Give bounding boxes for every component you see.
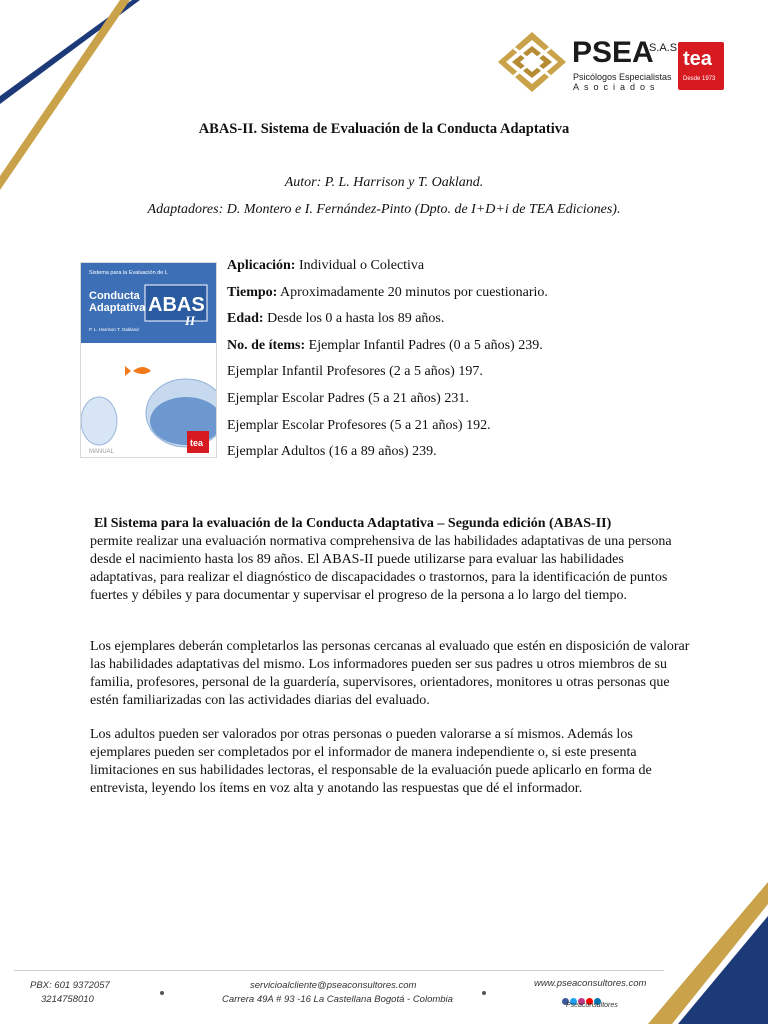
info-aplicacion-label: Aplicación:	[227, 258, 296, 273]
cover-small-title: Sistema para la Evaluación de L	[89, 270, 168, 276]
cover-tea-text: tea	[190, 438, 204, 448]
tea-logo-text: tea	[683, 48, 712, 70]
document-adaptors: Adaptadores: D. Montero e I. Fernández-Pinto (Dpto. de I+D+i de TEA Ediciones).	[147, 202, 621, 217]
cover-title-line2: Adaptativa	[89, 302, 146, 314]
cover-roman-text: II	[185, 313, 196, 328]
footer-separator-dot	[160, 991, 164, 995]
info-items-value: Ejemplar Infantil Padres (0 a 5 años) 239.	[305, 337, 543, 353]
brand-name: PSEA	[572, 36, 654, 69]
footer-website[interactable]: www.pseaconsultores.com	[534, 978, 647, 989]
footer-phone: 3214758010	[41, 994, 94, 1005]
paragraph-3: Los adultos pueden ser valorados por otras personas o pueden valorarse a sí mismos. Además los ejemplares pueden ser completados por el informador de manera independiente o, si este presenta limitaciones en sus habilidades lectoras, el responsable de la evaluación puede aplicarlo en forma de entrevista, leyendo los ítems en voz alta y anotando las respuestas que dé el informador.	[90, 727, 652, 796]
info-tiempo-value: Aproximadamente 20 minutos por cuestionario.	[277, 284, 548, 300]
info-tiempo	[227, 280, 548, 307]
paragraph-1-heading: El Sistema para la evaluación de la Conducta Adaptativa – Segunda edición (ABAS-II)	[94, 516, 612, 531]
document-title: ABAS-II. Sistema de Evaluación de la Conducta Adaptativa	[198, 121, 570, 137]
page-footer	[0, 970, 768, 1024]
info-item-5: Ejemplar Adultos (16 a 89 años) 239.	[227, 444, 437, 460]
footer-divider	[14, 970, 664, 971]
test-info-list	[227, 253, 548, 466]
book-cover-art	[81, 263, 216, 457]
footer-email[interactable]: servicioalcliente@pseaconsultores.com	[250, 980, 417, 991]
footer-social-handle: Pseaconsultores	[566, 1002, 618, 1009]
footer-separator-dot	[482, 991, 486, 995]
paragraph-2: Los ejemplares deberán completarlos las personas cercanas al evaluado que estén en disposición de valorar las habilidades adaptativas del mismo. Los informadores pueden ser sus padres u otros miembros de su familia, profesores, personal de la guardería, supervisores, orientadores, monitores u otras personas que estén familiarizadas con las actividades diarias del evaluado.	[90, 639, 690, 708]
info-edad-label: Edad:	[227, 311, 264, 327]
cover-title-line1: Conducta	[89, 290, 140, 302]
footer-address: Carrera 49A # 93 -16 La Castellana Bogotá - Colombia	[222, 994, 453, 1005]
company-logo	[494, 30, 730, 94]
info-aplicacion-value: Individual o Colectiva	[295, 258, 425, 273]
top-left-decoration	[0, 0, 140, 200]
info-items	[227, 333, 548, 360]
tea-logo	[678, 42, 724, 90]
document-author: Autor: P. L. Harrison y T. Oakland.	[284, 175, 484, 190]
brand-suffix: S.A.S	[649, 42, 678, 54]
info-tiempo-label: Tiempo:	[227, 284, 278, 300]
info-item-3: Ejemplar Escolar Padres (5 a 21 años) 231.	[227, 390, 469, 406]
info-item-2: Ejemplar Infantil Profesores (2 a 5 años) 197.	[227, 364, 483, 380]
book-cover-image	[80, 262, 217, 458]
info-item-4: Ejemplar Escolar Profesores (5 a 21 años) 192.	[227, 417, 491, 433]
paragraph-1-body: permite realizar una evaluación normativa comprehensiva de las habilidades adaptativas de una persona desde el nacimiento hasta los 89 años. El ABAS-II puede utilizarse para evaluar las habilidades adaptativas, para realizar el diagnóstico de discapacidades o trastornos, para la identificación de puntos fuertes y débiles y para documentar y supervisar el progreso de la persona a lo largo del tiempo.	[90, 534, 672, 603]
footer-pbx: PBX: 601 9372057	[30, 980, 110, 991]
info-items-label: No. de ítems:	[227, 337, 306, 353]
cover-manual-text: MANUAL	[89, 449, 115, 455]
brand-tagline-2: Asociados	[573, 82, 660, 92]
cover-authors: P. L. Harrison T. Oakland	[89, 327, 139, 332]
cover-abas-text: ABAS	[148, 294, 205, 316]
tea-since-text: Desde 1973	[683, 76, 716, 82]
paragraph-1	[90, 515, 690, 605]
info-edad	[227, 306, 548, 333]
brand-tagline-1: Psicólogos Especialistas	[573, 72, 672, 82]
info-edad-value: Desde los 0 a hasta los 89 años.	[263, 311, 445, 327]
info-aplicacion	[227, 253, 548, 280]
psea-emblem-icon	[494, 30, 570, 94]
